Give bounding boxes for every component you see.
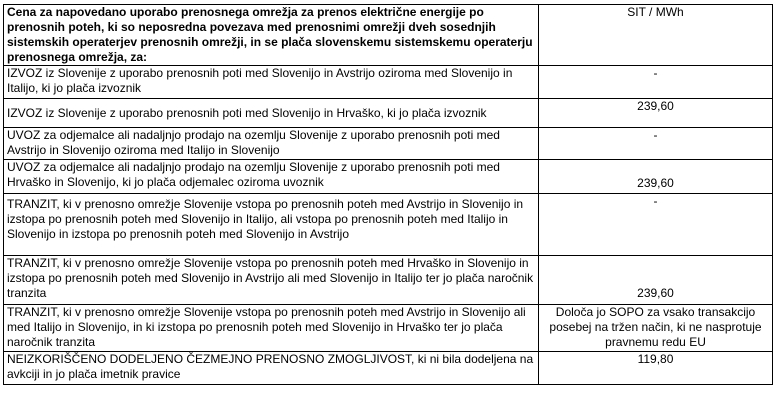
table-row — [4, 99, 773, 128]
table-row — [4, 194, 773, 256]
row-description: IZVOZ iz Slovenije z uporabo prenosnih poti med Slovenijo in Avstrijo oziroma med Slovenijo in Italijo, ki jo plača izvoznik — [4, 66, 539, 99]
header-description: Cena za napovedano uporabo prenosnega omrežja za prenos električne energije po prenosnih poteh, ki so neposredna povezava med prenosnimi omrežji dveh sosednjih sistemskih operaterjev prenosnih omrežji, in se plača slovenskemu sistemskemu operaterju prenosnega omrežja, za: — [7, 5, 533, 64]
row-value: - — [539, 128, 773, 160]
table-row — [4, 305, 773, 352]
row-value: - — [539, 194, 773, 256]
header-description-cell — [4, 5, 539, 66]
row-value: Določa jo SOPO za vsako transakcijo posebej na tržen način, ki ne nasprotuje pravnemu redu EU — [539, 305, 773, 352]
row-value: 239,60 — [539, 160, 773, 194]
table-row — [4, 160, 773, 194]
table-header-row — [4, 5, 773, 66]
tariff-table — [3, 4, 773, 385]
table-row — [4, 66, 773, 99]
row-description: NEIZKORIŠČENO DODELJENO ČEZMEJNO PRENOSNO ZMOGLJIVOST, ki ni bila dodeljena na avkciji in jo plača imetnik pravice — [4, 352, 539, 385]
row-description: UVOZ za odjemalce ali nadaljnjo prodajo na ozemlju Slovenije z uporabo prenosnih poti med Hrvaško in Slovenijo, ki jo plača odjemalec oziroma uvoznik — [4, 160, 539, 194]
table-row — [4, 352, 773, 385]
header-unit: SIT / MWh — [539, 5, 773, 66]
row-description: TRANZIT, ki v prenosno omrežje Slovenije vstopa po prenosnih poteh med Hrvaško in Slovenijo in izstopa po prenosnih poteh med Slovenijo in Avstrijo ali med Slovenijo in Italijo ter jo plača naročnik tranzita — [4, 256, 539, 305]
row-description: TRANZIT, ki v prenosno omrežje Slovenije vstopa po prenosnih poteh med Avstrijo in Slovenijo ali med Italijo in Slovenijo, in ki izstopa po prenosnih poteh med Slovenijo in Hrvaško ter jo plača naročnik tranzita — [4, 305, 539, 352]
row-description: TRANZIT, ki v prenosno omrežje Slovenije vstopa po prenosnih poteh med Avstrijo in Slovenijo in izstopa po prenosnih poteh med Slovenijo in Italijo, ali vstopa po prenosnih poteh med Italijo in Slovenijo in izstopa po prenosnih poteh med Slovenijo in Avstrijo — [4, 194, 539, 256]
row-value: - — [539, 66, 773, 99]
row-description: UVOZ za odjemalce ali nadaljnjo prodajo na ozemlju Slovenije z uporabo prenosnih poti med Avstrijo in Slovenijo oziroma med Italijo in Slovenijo — [4, 128, 539, 160]
row-description: IZVOZ iz Slovenije z uporabo prenosnih poti med Slovenijo in Hrvaško, ki jo plača izvoznik — [4, 99, 539, 128]
table-row — [4, 256, 773, 305]
row-value: 119,80 — [539, 352, 773, 385]
table-row — [4, 128, 773, 160]
row-value: 239,60 — [539, 256, 773, 305]
row-value: 239,60 — [539, 99, 773, 128]
